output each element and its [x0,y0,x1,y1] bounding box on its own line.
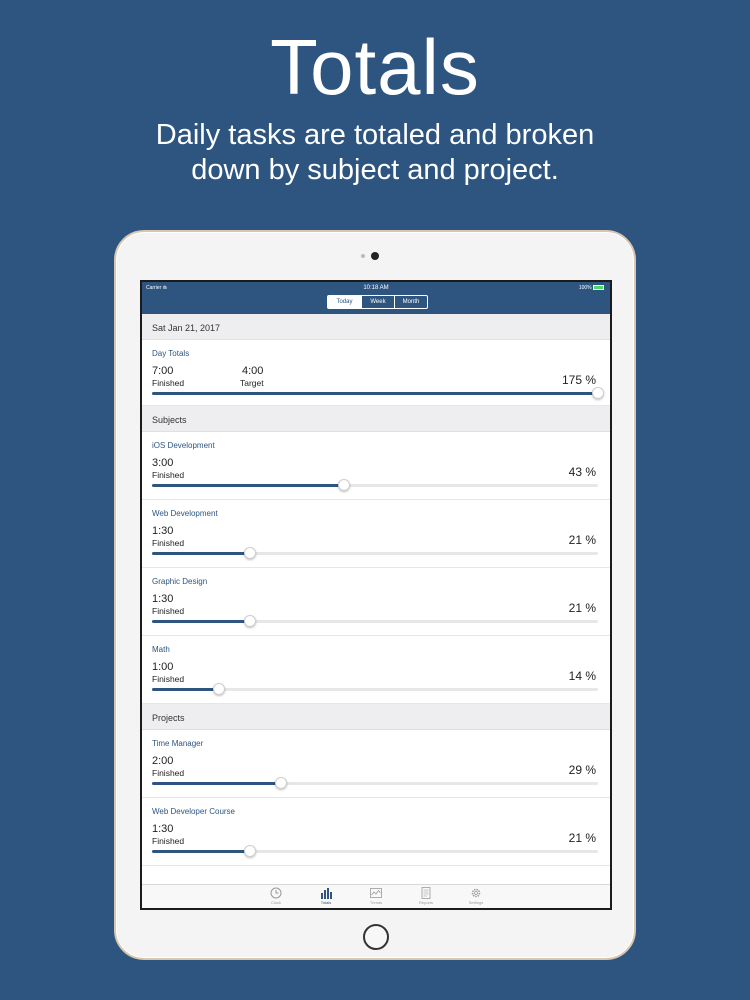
document-icon [420,887,432,899]
app-screen [140,280,612,910]
subject-row-math[interactable] [142,636,610,704]
trend-icon [370,887,382,899]
clock-icon [270,887,282,899]
project-title: Time Manager [152,739,204,748]
slider-fill [152,850,250,853]
projects-header: Projects [142,704,610,730]
subject-title: Math [152,645,170,654]
project-progress-slider[interactable] [152,782,598,785]
project-label: Finished [152,836,185,846]
slider-fill [152,782,281,785]
battery-indicator: 100% [579,285,604,291]
tab-label: Totals [320,900,332,905]
subject-percent: 21 % [568,533,596,547]
tab-totals[interactable] [313,885,339,908]
subline [0,118,750,188]
segment-today[interactable]: Today [328,296,361,308]
subjects-header: Subjects [142,406,610,432]
subject-label: Finished [152,538,185,548]
slider-thumb[interactable] [592,387,604,399]
day-totals-title: Day Totals [152,349,190,358]
slider-thumb[interactable] [244,615,256,627]
day-progress-slider[interactable] [152,392,598,395]
slider-fill [152,392,598,395]
project-percent: 29 % [568,763,596,777]
wifi-icon: ⋒ [162,285,167,291]
subject-title: iOS Development [152,441,215,450]
subject-percent: 14 % [568,669,596,683]
navigation-bar [142,282,610,314]
camera [371,252,379,260]
tab-settings[interactable] [463,885,489,908]
subline-line-1: Daily tasks are totaled and broken [155,119,595,151]
target-label: Target [240,378,264,388]
project-percent: 21 % [568,831,596,845]
segment-week[interactable]: Week [361,296,394,308]
subject-value: 1:00 [152,661,174,673]
tab-label: Reports [418,900,433,905]
carrier-label: Carrier ⋒ [146,285,167,291]
period-segmented-control [327,295,428,309]
project-value: 1:30 [152,823,174,835]
subject-progress-slider[interactable] [152,620,598,623]
subject-row-ios-development[interactable] [142,432,610,500]
bar-chart-icon [320,887,332,899]
slider-thumb[interactable] [244,845,256,857]
slider-thumb[interactable] [275,777,287,789]
project-title: Web Developer Course [152,807,236,816]
tab-clock[interactable] [263,885,289,908]
tab-label: Settings [468,900,484,905]
project-value: 2:00 [152,755,174,767]
sensor-dot [361,254,365,258]
slider-fill [152,484,344,487]
subject-value: 1:30 [152,593,174,605]
subject-label: Finished [152,606,185,616]
subject-label: Finished [152,674,185,684]
subject-progress-slider[interactable] [152,688,598,691]
subject-row-graphic-design[interactable] [142,568,610,636]
subject-label: Finished [152,470,185,480]
headline: Totals [270,23,480,111]
subject-row-web-development[interactable] [142,500,610,568]
finished-label: Finished [152,378,185,388]
subject-percent: 21 % [568,601,596,615]
day-totals-row [142,340,610,406]
target-value: 4:00 [242,365,264,377]
subject-percent: 43 % [568,465,596,479]
segment-month[interactable]: Month [394,296,427,308]
subject-value: 1:30 [152,525,174,537]
slider-fill [152,688,219,691]
gear-icon [470,887,482,899]
home-button[interactable] [363,924,389,950]
slider-fill [152,552,250,555]
subject-progress-slider[interactable] [152,552,598,555]
subline-line-2: down by subject and project. [191,154,559,186]
status-bar [142,285,610,293]
subject-value: 3:00 [152,457,174,469]
tab-trends[interactable] [363,885,389,908]
subject-title: Web Development [152,509,218,518]
slider-thumb[interactable] [213,683,225,695]
date-header: Sat Jan 21, 2017 [142,314,610,340]
project-progress-slider[interactable] [152,850,598,853]
tab-reports[interactable] [413,885,439,908]
project-row-time-manager[interactable] [142,730,610,798]
ipad-device-frame [114,230,636,960]
battery-icon [593,285,604,290]
slider-fill [152,620,250,623]
status-time: 10:18 AM [363,285,389,291]
finished-value: 7:00 [152,365,174,377]
subject-progress-slider[interactable] [152,484,598,487]
tab-label: Clock [270,900,281,905]
project-label: Finished [152,768,185,778]
subject-title: Graphic Design [152,577,208,586]
project-row-web-developer-course[interactable] [142,798,610,866]
tab-label: Trends [369,900,383,905]
day-percent: 175 % [561,373,596,387]
tab-bar [142,884,610,908]
slider-thumb[interactable] [244,547,256,559]
slider-thumb[interactable] [338,479,350,491]
